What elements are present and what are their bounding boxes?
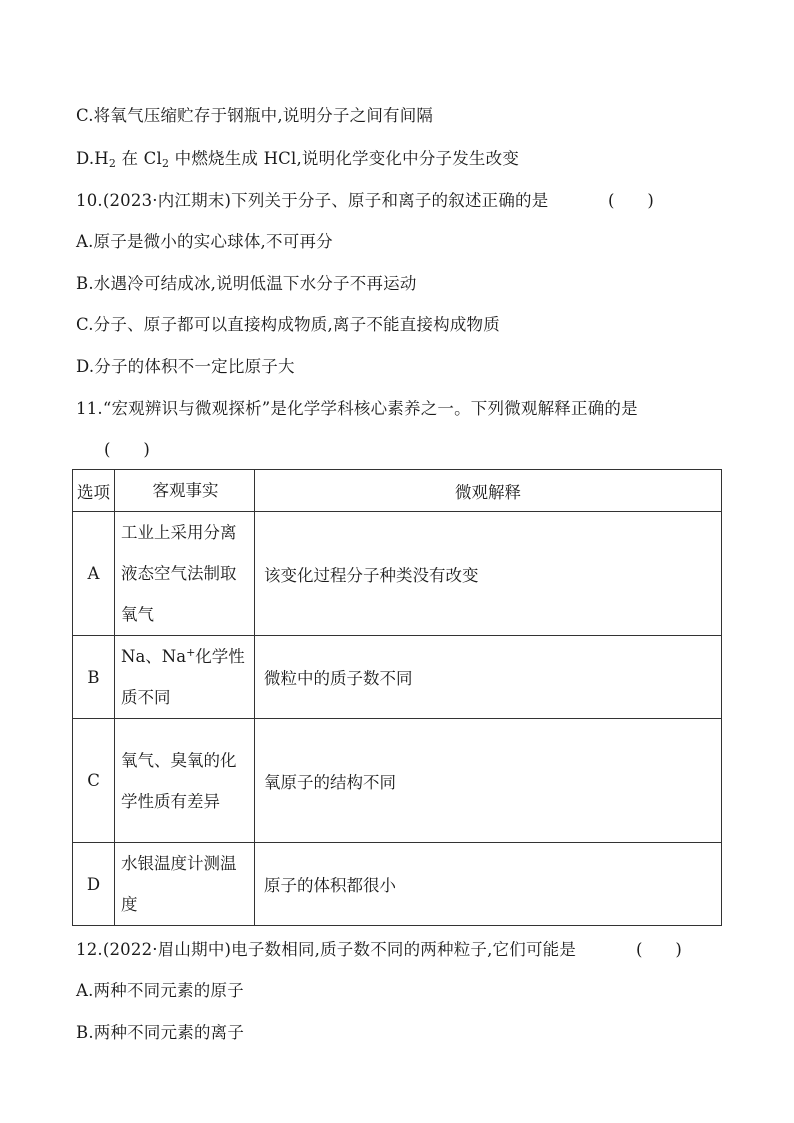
q11-answer-paren: ( ) bbox=[104, 440, 150, 459]
row-fact: 氧气、臭氧的化学性质有差异 bbox=[115, 719, 255, 843]
row-option: C bbox=[73, 719, 115, 843]
q9-d-sub1: 2 bbox=[108, 157, 117, 170]
table-header-option: 选项 bbox=[73, 470, 115, 512]
q9-option-c: C.将氧气压缩贮存于钢瓶中,说明分子之间有间隔 bbox=[76, 106, 434, 125]
q12-stem: 12.(2022·眉山期中)电子数相同,质子数不同的两种粒子,它们可能是 bbox=[76, 940, 577, 959]
row-fact: 工业上采用分离液态空气法制取氧气 bbox=[115, 512, 255, 636]
q10-option-a: A.原子是微小的实心球体,不可再分 bbox=[76, 232, 333, 251]
row-fact-pre: Na、Na bbox=[121, 647, 187, 666]
table-header-explanation: 微观解释 bbox=[255, 470, 722, 512]
table-row bbox=[73, 719, 722, 843]
row-explanation: 原子的体积都很小 bbox=[255, 843, 722, 926]
row-fact: 水银温度计测温度 bbox=[115, 843, 255, 926]
table-row bbox=[73, 636, 722, 719]
table-row bbox=[73, 843, 722, 926]
table-row bbox=[73, 512, 722, 636]
row-explanation: 氧原子的结构不同 bbox=[255, 719, 722, 843]
q9-d-pre: D.H bbox=[76, 149, 109, 168]
q10-option-b: B.水遇冷可结成冰,说明低温下水分子不再运动 bbox=[76, 274, 417, 293]
row-fact-post: 化学性质不同 bbox=[121, 647, 245, 707]
q11-stem: 11.“宏观辨识与微观探析”是化学学科核心素养之一。下列微观解释正确的是 bbox=[76, 399, 638, 418]
q10-option-c: C.分子、原子都可以直接构成物质,离子不能直接构成物质 bbox=[76, 315, 500, 334]
q11-table bbox=[72, 469, 722, 926]
row-explanation: 微粒中的质子数不同 bbox=[255, 636, 722, 719]
q9-d-post: 中燃烧生成 HCl,说明化学变化中分子发生改变 bbox=[169, 149, 520, 168]
table-header-row bbox=[73, 470, 722, 512]
row-option: B bbox=[73, 636, 115, 719]
q10-option-d: D.分子的体积不一定比原子大 bbox=[76, 357, 295, 376]
table-header-fact: 客观事实 bbox=[115, 470, 255, 512]
q10-stem: 10.(2023·内江期末)下列关于分子、原子和离子的叙述正确的是 bbox=[76, 191, 549, 210]
row-option: D bbox=[73, 843, 115, 926]
row-explanation: 该变化过程分子种类没有改变 bbox=[255, 512, 722, 636]
q9-d-sub2: 2 bbox=[161, 157, 170, 170]
q12-option-b: B.两种不同元素的离子 bbox=[76, 1023, 245, 1042]
q9-d-mid: 在 Cl bbox=[116, 149, 162, 168]
row-fact bbox=[115, 636, 255, 719]
q9-option-d bbox=[76, 148, 519, 170]
row-fact-sup: + bbox=[186, 646, 196, 659]
q12-answer-paren: ( ) bbox=[636, 940, 682, 959]
row-option: A bbox=[73, 512, 115, 636]
q12-option-a: A.两种不同元素的原子 bbox=[76, 981, 244, 1000]
q10-answer-paren: ( ) bbox=[608, 191, 654, 210]
